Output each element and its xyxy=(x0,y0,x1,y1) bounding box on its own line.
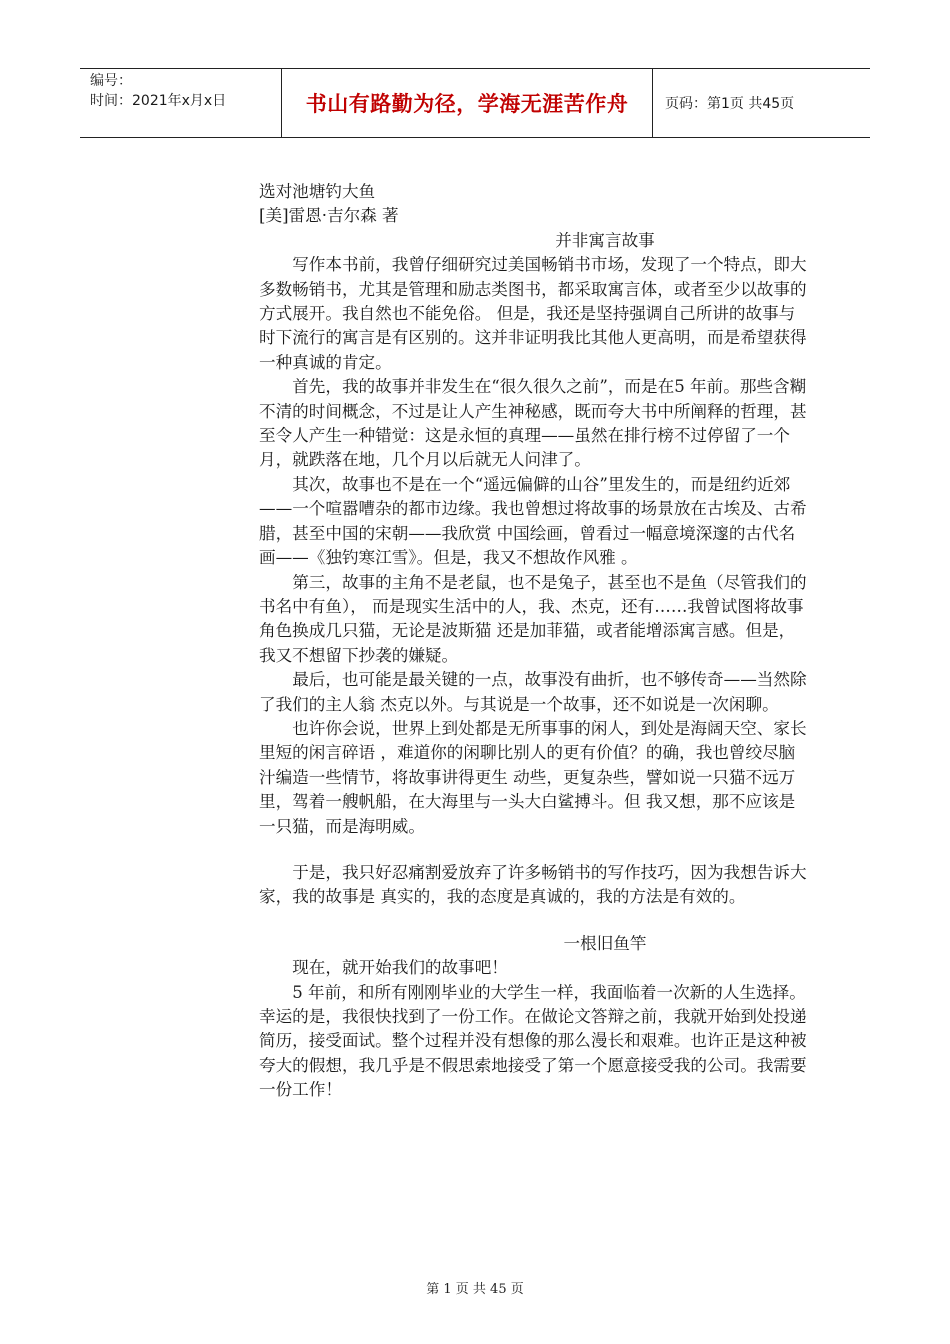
paragraph: 最后，也可能是最关键的一点，故事没有曲折，也不够传奇——当然除了我们的主人翁 杰克以外。与其说是一个故事，还不如说是一次闲聊。 xyxy=(259,670,807,714)
paragraph: 现在，就开始我们的故事吧！ xyxy=(292,958,508,978)
document-body xyxy=(259,180,811,1103)
paragraph: 写作本书前，我曾仔细研究过美国畅销书市场，发现了一个特点，即大多数畅销书，尤其是管理和励志类图书，都采取寓言体，或者至少以故事的方式展开。我自然也不能免俗。 但是，我还是坚持强调自己所讲的故事与时下流行的寓言是有区别的。这并非证明我比其他人更高明，而是希望获得一种真诚的肯定。 xyxy=(259,255,807,372)
number-label: 编号： xyxy=(90,73,132,89)
page-footer: 第 1 页 共 45 页 xyxy=(426,1282,524,1297)
section-heading: 一根旧鱼竿 xyxy=(563,933,647,953)
paragraph: 第三，故事的主角不是老鼠，也不是兔子，甚至也不是鱼（尽管我们的书名中有鱼）， 而是现实生活中的人，我、杰克，还有……我曾试图将故事角色换成几只猫，无论是波斯猫 还是加菲猫，或者能增添寓言感。但是，我又不想留下抄袭的嫌疑。 xyxy=(259,572,807,665)
header-motto: 书山有路勤为径，学海无涯苦作舟 xyxy=(282,69,653,137)
paragraph: 首先，我的故事并非发生在“很久很久之前”，而是在5 年前。那些含糊不清的时间概念，不过是让人产生神秘感，既而夸大书中所阐释的哲理，甚至令人产生一种错觉：这是永恒的真理——虽然在排行榜不过停留了一个月，就跌落在地，几个月以后就无人问津了。 xyxy=(259,377,807,470)
page-header xyxy=(80,68,870,138)
header-meta xyxy=(80,69,282,137)
paragraph: 也许你会说，世界上到处都是无所事事的闲人，到处是海阔天空、家长里短的闲言碎语 ，难道你的闲聊比别人的更有价值？的确，我也曾绞尽脑汁编造一些情节，将故事讲得更生 动些，更复杂些，譬如说一只猫不远万里，驾着一艘帆船，在大海里与一头大白鲨搏斗。但 我又想，那不应该是一只猫，而是海明威。 xyxy=(259,718,807,836)
header-page-info: 页码：第1页 共45页 xyxy=(665,96,795,112)
paragraph: 5 年前，和所有刚刚毕业的大学生一样，我面临着一次新的人生选择。幸运的是，我很快找到了一份工作。在做论文答辩之前，我就开始到处投递简历，接受面试。整个过程并没有想像的那么漫长和艰难。也许正是这种被夸大的假想，我几乎是不假思索地接受了第一个愿意接受我的公司。我需要一份工作！ xyxy=(259,982,807,1100)
section-heading: 并非寓言故事 xyxy=(555,230,655,250)
book-title: 选对池塘钓大鱼 xyxy=(259,182,376,201)
paragraph: 其次，故事也不是在一个“遥远偏僻的山谷”里发生的，而是纽约近郊——一个喧嚣嘈杂的都市边缘。我也曾想过将故事的场景放在古埃及、古希腊，甚至中国的宋朝——我欣赏 中国绘画，曾看过一幅意境深邃的古代名画——《独钓寒江雪》。但是，我又不想故作风雅 。 xyxy=(259,474,807,568)
book-author: [美]雷恩·吉尔森 著 xyxy=(259,206,399,226)
spacer xyxy=(259,839,811,861)
spacer xyxy=(259,910,811,932)
paragraph: 于是，我只好忍痛割爱放弃了许多畅销书的写作技巧，因为我想告诉大家，我的故事是 真实的，我的态度是真诚的，我的方法是有效的。 xyxy=(259,862,807,907)
time-label: 时间：2021年x月x日 xyxy=(90,93,227,109)
